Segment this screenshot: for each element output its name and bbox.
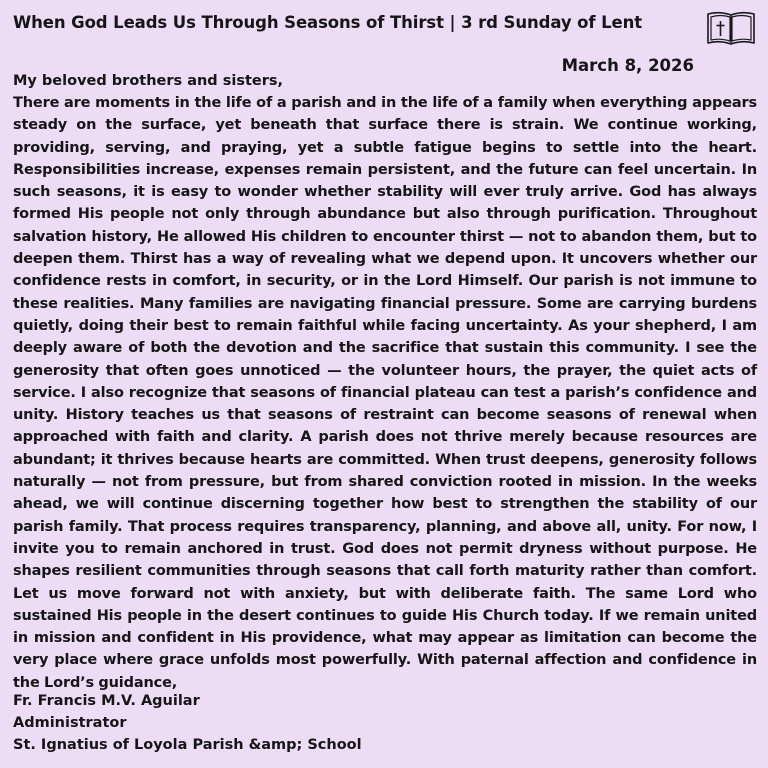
bible-cross-icon xyxy=(705,9,757,49)
signature-role: Administrator xyxy=(13,715,127,731)
signature-block xyxy=(13,690,362,756)
letter-greeting: My beloved brothers and sisters, xyxy=(13,73,284,89)
page-title: When God Leads Us Through Seasons of Thirst | 3 rd Sunday of Lent xyxy=(13,13,643,32)
letter-date: March 8, 2026 xyxy=(561,56,694,75)
signature-parish: St. Ignatius of Loyola Parish &amp; School xyxy=(13,737,362,753)
signature-name: Fr. Francis M.V. Aguilar xyxy=(13,693,200,709)
letter-body: There are moments in the life of a parish and in the life of a family when everything appears steady on the surface, yet beneath that surface there is strain. We continue working, providing, serving, and praying, yet a subtle fatigue begins to settle into the heart. Responsibilities increase, expenses remain persistent, and the future can feel uncertain. In such seasons, it is easy to wonder whether stability will ever truly arrive. God has always formed His people not only through abundance but also through purification. Throughout salvation history, He allowed His children to encounter thirst — not to abandon them, but to deepen them. Thirst has a way of revealing what we depend upon. It uncovers whether our confidence rests in comfort, in security, or in the Lord Himself. Our parish is not immune to these realities. Many families are navigating financial pressure. Some are carrying burdens quietly, doing their best to remain faithful while facing uncertainty. As your shepherd, I am deeply aware of both the devotion and the sacrifice that sustain this community. I see the generosity that often goes unnoticed — the volunteer hours, the prayer, the quiet acts of service. I also recognize that seasons of financial plateau can test a parish’s confidence and unity. History teaches us that seasons of restraint can become seasons of renewal when approached with faith and clarity. A parish does not thrive merely because resources are abundant; it thrives because hearts are committed. When trust deepens, generosity follows naturally — not from pressure, but from shared conviction rooted in mission. In the weeks ahead, we will continue discerning together how best to strengthen the stability of our parish family. That process requires transparency, planning, and above all, unity. For now, I invite you to remain anchored in trust. God does not permit dryness without purpose. He shapes resilient communities through seasons that call forth maturity rather than comfort. Let us move forward not with anxiety, but with deliberate faith. The same Lord who sustained His people in the desert continues to guide His Church today. If we remain united in mission and confident in His providence, what may appear as limitation can become the very place where grace unfolds most powerfully. With paternal affection and confidence in the Lord’s guidance, xyxy=(13,95,757,691)
